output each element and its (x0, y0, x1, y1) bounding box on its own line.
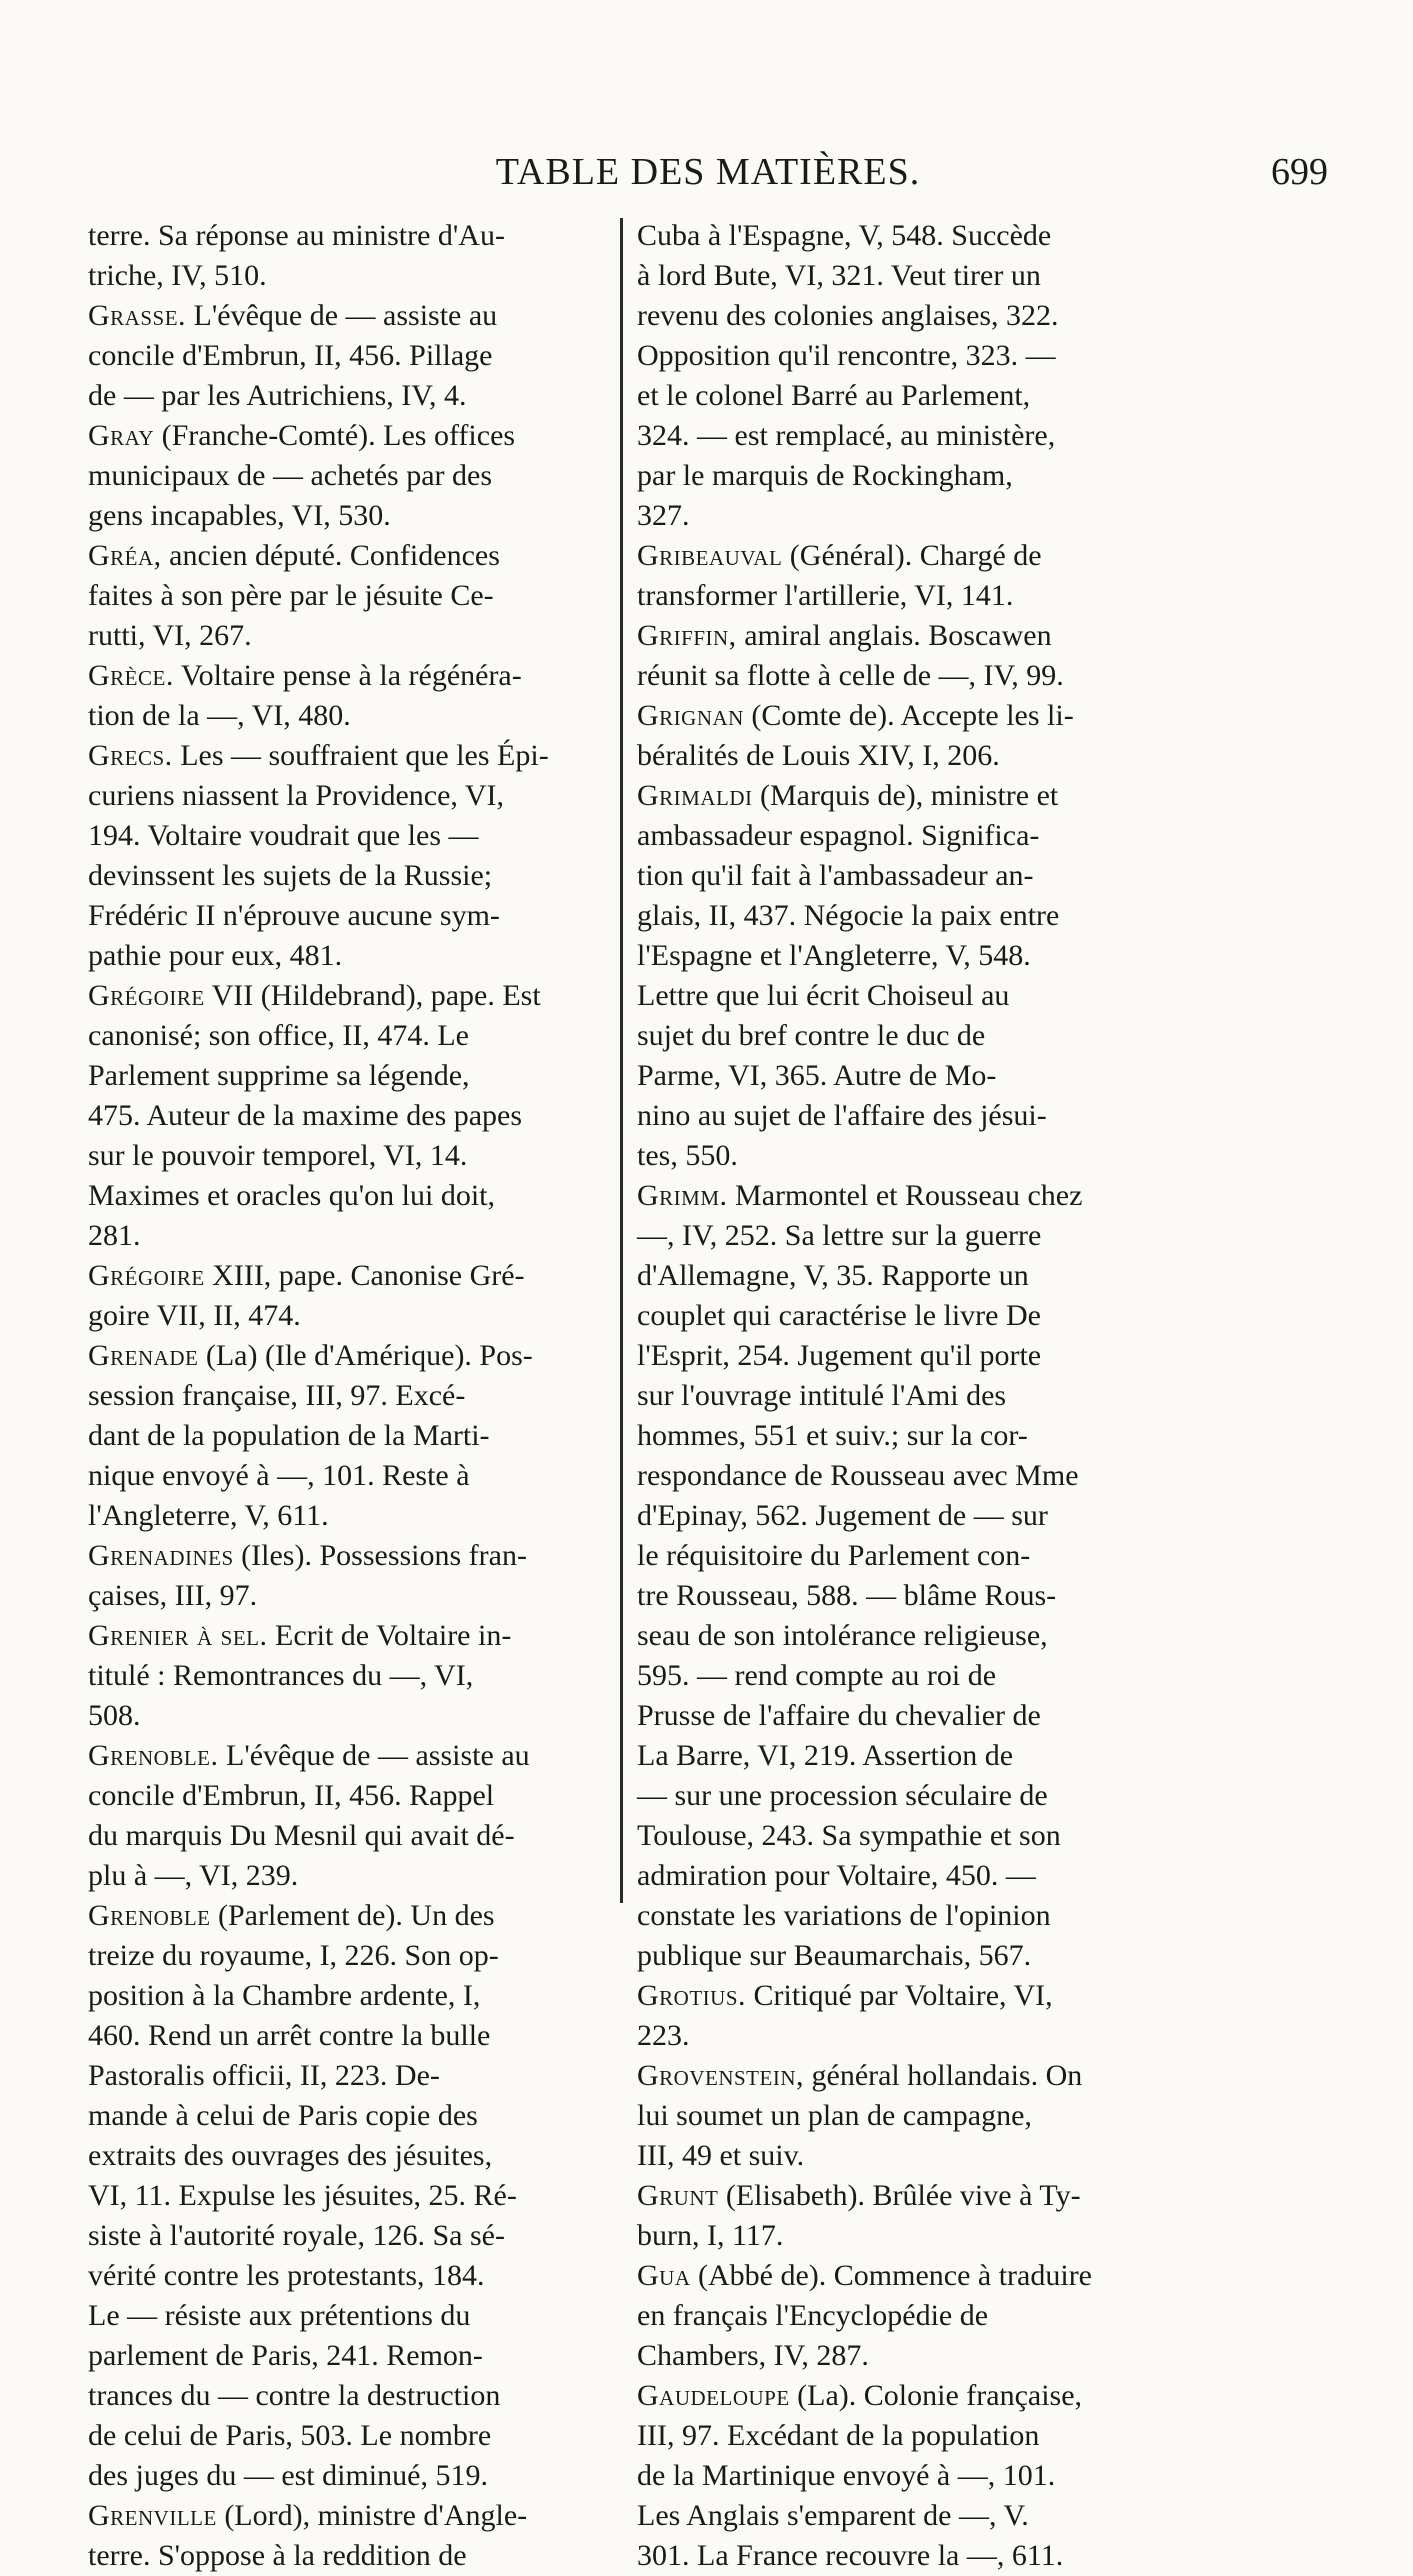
entry-text: 281. (88, 1219, 141, 1252)
entry-line (88, 1496, 608, 1536)
entry-text: (Comte de). Accepte les li- (751, 699, 1074, 732)
entry-text: nino au sujet de l'affaire des jésui- (637, 1099, 1047, 1132)
entry-text: VI, 11. Expulse les jésuites, 25. Ré- (88, 2179, 517, 2212)
entry-text: de la Martinique envoyé à —, 101. (637, 2459, 1056, 2492)
entry-text: faites à son père par le jésuite Ce- (88, 579, 494, 612)
entry-line (637, 896, 1157, 936)
entry-line (88, 296, 608, 336)
entry-line (637, 496, 1157, 536)
entry-line (88, 1816, 608, 1856)
entry-line (88, 656, 608, 696)
index-entry (637, 1976, 1157, 2056)
entry-text: Frédéric II n'éprouve aucune sym- (88, 899, 500, 932)
entry-line (88, 216, 608, 256)
index-entry (88, 536, 608, 656)
entry-text: glais, II, 437. Négocie la paix entre (637, 899, 1060, 932)
entry-line (637, 2136, 1157, 2176)
entry-line (637, 216, 1157, 256)
entry-line (637, 1376, 1157, 1416)
entry-headword: Gaudeloupe (637, 2379, 790, 2412)
entry-line (637, 2176, 1157, 2216)
entry-line (637, 776, 1157, 816)
entry-line (637, 1856, 1157, 1896)
entry-text: (La) (Ile d'Amérique). Pos- (205, 1339, 533, 1372)
entry-text: (Parlement de). Un des (218, 1899, 495, 1932)
entry-line (637, 2536, 1157, 2576)
entry-line (637, 1616, 1157, 1656)
entry-line (88, 1896, 608, 1936)
entry-line (637, 616, 1157, 656)
entry-text: 475. Auteur de la maxime des papes (88, 1099, 523, 1132)
entry-text: vérité contre les protestants, 184. (88, 2259, 485, 2292)
entry-line (88, 1736, 608, 1776)
entry-line (637, 1696, 1157, 1736)
entry-text: le réquisitoire du Parlement con- (637, 1539, 1031, 1572)
entry-line (637, 1936, 1157, 1976)
index-entry (88, 1736, 608, 1896)
entry-line (88, 1856, 608, 1896)
entry-line (637, 1256, 1157, 1296)
entry-line (88, 576, 608, 616)
entry-text: sujet du bref contre le duc de (637, 1019, 986, 1052)
entry-text: VII (Hildebrand), pape. Est (211, 979, 541, 1012)
entry-headword: Grèce. (88, 659, 174, 692)
entry-line (88, 2216, 608, 2256)
index-entry (88, 1256, 608, 1336)
entry-line (88, 2536, 608, 2576)
entry-line (637, 2096, 1157, 2136)
left-column (88, 216, 608, 2576)
entry-text: concile d'Embrun, II, 456. Rappel (88, 1779, 495, 1812)
entry-headword: Grégoire (88, 979, 205, 1012)
entry-text: 324. — est remplacé, au ministère, (637, 419, 1056, 452)
entry-text: Chambers, IV, 287. (637, 2339, 869, 2372)
entry-text: canonisé; son office, II, 474. Le (88, 1019, 469, 1052)
entry-text: çaises, III, 97. (88, 1579, 258, 1612)
entry-line (637, 1136, 1157, 1176)
index-entry (88, 216, 608, 296)
entry-line (637, 1176, 1157, 1216)
entry-headword: Grovenstein, (637, 2059, 804, 2092)
entry-line (637, 2216, 1157, 2256)
entry-line (88, 856, 608, 896)
entry-headword: Griffin, (637, 619, 737, 652)
entry-text: Marmontel et Rousseau chez (735, 1179, 1083, 1212)
entry-text: titulé : Remontrances du —, VI, (88, 1659, 474, 1692)
entry-line (637, 2296, 1157, 2336)
index-entry (88, 296, 608, 416)
entry-line (88, 1296, 608, 1336)
entry-text: Maximes et oracles qu'on lui doit, (88, 1179, 495, 1212)
entry-text: 223. (637, 2019, 690, 2052)
entry-text: admiration pour Voltaire, 450. — (637, 1859, 1036, 1892)
entry-headword: Grasse. (88, 299, 187, 332)
entry-text: Les — souffraient que les Épi- (180, 739, 549, 772)
entry-line (88, 2496, 608, 2536)
entry-line (88, 376, 608, 416)
entry-line (637, 2016, 1157, 2056)
entry-headword: Grenadines (88, 1539, 234, 1572)
entry-line (88, 416, 608, 456)
entry-line (88, 2056, 608, 2096)
entry-line (88, 336, 608, 376)
entry-text: transformer l'artillerie, VI, 141. (637, 579, 1014, 612)
entry-text: d'Allemagne, V, 35. Rapporte un (637, 1259, 1029, 1292)
entry-line (637, 2336, 1157, 2376)
entry-text: 327. (637, 499, 690, 532)
index-entry (637, 2176, 1157, 2256)
entry-line (637, 936, 1157, 976)
entry-headword: Grenville (88, 2499, 217, 2532)
index-entry (637, 776, 1157, 1176)
entry-line (637, 2456, 1157, 2496)
entry-text: du marquis Du Mesnil qui avait dé- (88, 1819, 515, 1852)
entry-text: Prusse de l'affaire du chevalier de (637, 1699, 1041, 1732)
entry-text: tion qu'il fait à l'ambassadeur an- (637, 859, 1034, 892)
entry-line (637, 416, 1157, 456)
entry-line (88, 1136, 608, 1176)
entry-line (637, 456, 1157, 496)
entry-line (88, 616, 608, 656)
entry-line (637, 1016, 1157, 1056)
entry-text: amiral anglais. Boscawen (744, 619, 1052, 652)
entry-headword: Gribeauval (637, 539, 783, 572)
entry-line (88, 2176, 608, 2216)
entry-text: Lettre que lui écrit Choiseul au (637, 979, 1010, 1012)
entry-line (88, 2376, 608, 2416)
entry-text: revenu des colonies anglaises, 322. (637, 299, 1059, 332)
entry-line (88, 536, 608, 576)
entry-text: goire VII, II, 474. (88, 1299, 301, 1332)
page-title: TABLE DES MATIÈRES. (495, 151, 921, 193)
entry-text: terre. Sa réponse au ministre d'Au- (88, 219, 505, 252)
entry-headword: Grimaldi (637, 779, 753, 812)
entry-text: Pastoralis officii, II, 223. De- (88, 2059, 440, 2092)
entry-text: L'évêque de — assiste au (226, 1739, 530, 1772)
entry-text: à lord Bute, VI, 321. Veut tirer un (637, 259, 1041, 292)
entry-text: constate les variations de l'opinion (637, 1899, 1051, 1932)
entry-headword: Grotius. (637, 1979, 747, 2012)
entry-text: (La). Colonie française, (797, 2379, 1083, 2412)
index-entry (637, 2376, 1157, 2576)
entry-line (637, 296, 1157, 336)
entry-line (88, 2256, 608, 2296)
entry-headword: Gua (637, 2259, 691, 2292)
entry-line (88, 1376, 608, 1416)
entry-line (88, 1416, 608, 1456)
entry-line (88, 1936, 608, 1976)
entry-line (637, 856, 1157, 896)
entry-line (88, 2136, 608, 2176)
entry-text: en français l'Encyclopédie de (637, 2299, 989, 2332)
index-entry (88, 1536, 608, 1616)
entry-text: L'évêque de — assiste au (193, 299, 498, 332)
entry-line (637, 1096, 1157, 1136)
entry-line (88, 736, 608, 776)
entry-line (637, 1296, 1157, 1336)
index-entry (88, 736, 608, 976)
entry-line (637, 1896, 1157, 1936)
entry-text: publique sur Beaumarchais, 567. (637, 1939, 1032, 1972)
entry-text: général hollandais. On (811, 2059, 1083, 2092)
entry-text: 301. La France recouvre la —, 611. (637, 2539, 1064, 2572)
entry-headword: Gray (88, 419, 155, 452)
entry-text: Opposition qu'il rencontre, 323. — (637, 339, 1056, 372)
entry-line (637, 376, 1157, 416)
entry-text: (Abbé de). Commence à traduire (698, 2259, 1092, 2292)
running-header (88, 150, 1328, 200)
entry-line (637, 1776, 1157, 1816)
entry-line (88, 1256, 608, 1296)
entry-text: 194. Voltaire voudrait que les — (88, 819, 479, 852)
entry-line (88, 1616, 608, 1656)
entry-headword: Gréa, (88, 539, 162, 572)
entry-line (637, 2376, 1157, 2416)
entry-line (637, 976, 1157, 1016)
entry-line (88, 1336, 608, 1376)
entry-line (88, 816, 608, 856)
entry-text: Voltaire pense à la régénéra- (180, 659, 522, 692)
entry-line (88, 2096, 608, 2136)
entry-text: l'Espagne et l'Angleterre, V, 548. (637, 939, 1031, 972)
index-entry (637, 2256, 1157, 2376)
entry-line (637, 2416, 1157, 2456)
entry-headword: Grecs. (88, 739, 173, 772)
entry-text: plu à —, VI, 239. (88, 1859, 299, 1892)
entry-text: La Barre, VI, 219. Assertion de (637, 1739, 1014, 1772)
index-entry (88, 1336, 608, 1536)
entry-headword: Grenade (88, 1339, 199, 1372)
entry-text: ancien député. Confidences (169, 539, 500, 572)
entry-text: sur le pouvoir temporel, VI, 14. (88, 1139, 468, 1172)
index-entry (637, 2056, 1157, 2176)
entry-line (637, 1576, 1157, 1616)
entry-line (88, 1576, 608, 1616)
right-column (637, 216, 1157, 2576)
index-entry (88, 1616, 608, 1736)
entry-text: Parlement supprime sa légende, (88, 1059, 470, 1092)
entry-line (637, 1216, 1157, 1256)
entry-headword: Grenoble. (88, 1739, 219, 1772)
entry-line (88, 256, 608, 296)
entry-text: treize du royaume, I, 226. Son op- (88, 1939, 499, 1972)
entry-text: Toulouse, 243. Sa sympathie et son (637, 1819, 1061, 1852)
entry-line (637, 1736, 1157, 1776)
entry-line (88, 2456, 608, 2496)
entry-line (88, 896, 608, 936)
entry-line (88, 696, 608, 736)
entry-text: respondance de Rousseau avec Mme (637, 1459, 1079, 1492)
entry-text: et le colonel Barré au Parlement, (637, 379, 1031, 412)
entry-headword: Grimm. (637, 1179, 728, 1212)
entry-text: de celui de Paris, 503. Le nombre (88, 2419, 492, 2452)
entry-text: tre Rousseau, 588. — blâme Rous- (637, 1579, 1057, 1612)
entry-line (637, 1656, 1157, 1696)
entry-line (637, 2056, 1157, 2096)
entry-text: curiens niassent la Providence, VI, (88, 779, 505, 812)
entry-text: (Marquis de), ministre et (760, 779, 1059, 812)
entry-line (637, 1976, 1157, 2016)
entry-text: Ecrit de Voltaire in- (275, 1619, 512, 1652)
entry-line (88, 1776, 608, 1816)
entry-text: de — par les Autrichiens, IV, 4. (88, 379, 467, 412)
entry-line (88, 936, 608, 976)
entry-line (88, 456, 608, 496)
entry-line (637, 1416, 1157, 1456)
index-entry (637, 696, 1157, 776)
entry-text: nique envoyé à —, 101. Reste à (88, 1459, 470, 1492)
entry-line (88, 2416, 608, 2456)
entry-text: (Général). Chargé de (789, 539, 1042, 572)
entry-text: par le marquis de Rockingham, (637, 459, 1013, 492)
entry-line (88, 2296, 608, 2336)
entry-text: extraits des ouvrages des jésuites, (88, 2139, 493, 2172)
entry-text: —, IV, 252. Sa lettre sur la guerre (637, 1219, 1042, 1252)
entry-line (637, 256, 1157, 296)
entry-line (88, 1056, 608, 1096)
entry-text: couplet qui caractérise le livre De (637, 1299, 1041, 1332)
entry-text: ambassadeur espagnol. Significa- (637, 819, 1040, 852)
entry-line (88, 2336, 608, 2376)
entry-text: Parme, VI, 365. Autre de Mo- (637, 1059, 997, 1092)
entry-line (637, 1456, 1157, 1496)
entry-line (637, 2496, 1157, 2536)
entry-text: béralités de Louis XIV, I, 206. (637, 739, 1000, 772)
entry-line (88, 1536, 608, 1576)
entry-text: réunit sa flotte à celle de —, IV, 99. (637, 659, 1064, 692)
entry-line (637, 816, 1157, 856)
entry-text: session française, III, 97. Excé- (88, 1379, 466, 1412)
index-entry (88, 416, 608, 536)
entry-headword: Grignan (637, 699, 744, 732)
entry-line (637, 1056, 1157, 1096)
entry-text: triche, IV, 510. (88, 259, 267, 292)
index-entry (88, 656, 608, 736)
entry-text: Critiqué par Voltaire, VI, (753, 1979, 1053, 2012)
entry-text: (Elisabeth). Brûlée vive à Ty- (725, 2179, 1081, 2212)
entry-text: burn, I, 117. (637, 2219, 784, 2252)
entry-line (88, 1656, 608, 1696)
entry-text: l'Angleterre, V, 611. (88, 1499, 329, 1532)
entry-line (88, 1096, 608, 1136)
entry-headword: Grunt (637, 2179, 719, 2212)
entry-line (88, 1176, 608, 1216)
entry-headword: Grenoble (88, 1899, 211, 1932)
entry-text: parlement de Paris, 241. Remon- (88, 2339, 483, 2372)
entry-text: pathie pour eux, 481. (88, 939, 343, 972)
entry-text: dant de la population de la Marti- (88, 1419, 490, 1452)
index-entry (637, 216, 1157, 536)
entry-text: mande à celui de Paris copie des (88, 2099, 478, 2132)
entry-text: Le — résiste aux prétentions du (88, 2299, 471, 2332)
entry-text: l'Esprit, 254. Jugement qu'il porte (637, 1339, 1042, 1372)
entry-line (88, 1696, 608, 1736)
entry-text: 460. Rend un arrêt contre la bulle (88, 2019, 491, 2052)
entry-line (637, 336, 1157, 376)
entry-text: municipaux de — achetés par des (88, 459, 493, 492)
index-entry (637, 536, 1157, 616)
entry-line (637, 1536, 1157, 1576)
entry-text: gens incapables, VI, 530. (88, 499, 391, 532)
entry-line (637, 2256, 1157, 2296)
entry-line (88, 976, 608, 1016)
entry-text: siste à l'autorité royale, 126. Sa sé- (88, 2219, 505, 2252)
entry-text: rutti, VI, 267. (88, 619, 252, 652)
entry-line (88, 1976, 608, 2016)
entry-line (637, 576, 1157, 616)
entry-text: des juges du — est diminué, 519. (88, 2459, 488, 2492)
index-entry (637, 616, 1157, 696)
entry-text: Les Anglais s'emparent de —, V. (637, 2499, 1029, 2532)
entry-text: hommes, 551 et suiv.; sur la cor- (637, 1419, 1028, 1452)
entry-line (637, 1496, 1157, 1536)
entry-line (88, 1456, 608, 1496)
entry-text: lui soumet un plan de campagne, (637, 2099, 1032, 2132)
entry-text: (Iles). Possessions fran- (241, 1539, 527, 1572)
entry-text: Cuba à l'Espagne, V, 548. Succède (637, 219, 1052, 252)
entry-text: III, 49 et suiv. (637, 2139, 805, 2172)
entry-text: concile d'Embrun, II, 456. Pillage (88, 339, 493, 372)
entry-line (88, 496, 608, 536)
entry-text: sur l'ouvrage intitulé l'Ami des (637, 1379, 1007, 1412)
entry-text: terre. S'oppose à la reddition de (88, 2539, 467, 2572)
entry-line (637, 656, 1157, 696)
entry-line (637, 1816, 1157, 1856)
entry-text: 508. (88, 1699, 141, 1732)
entry-text: III, 97. Excédant de la population (637, 2419, 1040, 2452)
entry-text: (Lord), ministre d'Angle- (224, 2499, 528, 2532)
entry-text: XIII, pape. Canonise Gré- (212, 1259, 525, 1292)
entry-text: trances du — contre la destruction (88, 2379, 501, 2412)
entry-line (637, 536, 1157, 576)
entry-text: 595. — rend compte au roi de (637, 1659, 997, 1692)
index-entry (88, 2496, 608, 2576)
page-number: 699 (1271, 151, 1328, 193)
index-entry (88, 1896, 608, 2496)
entry-line (637, 736, 1157, 776)
entry-line (88, 1016, 608, 1056)
entry-text: tion de la —, VI, 480. (88, 699, 351, 732)
entry-line (88, 1216, 608, 1256)
entry-text: seau de son intolérance religieuse, (637, 1619, 1048, 1652)
index-entry (637, 1176, 1157, 1976)
entry-text: (Franche-Comté). Les offices (161, 419, 516, 452)
entry-text: devinssent les sujets de la Russie; (88, 859, 493, 892)
entry-line (637, 1336, 1157, 1376)
column-divider (620, 218, 623, 1903)
entry-line (637, 696, 1157, 736)
entry-line (88, 2016, 608, 2056)
entry-headword: Grégoire (88, 1259, 205, 1292)
entry-text: position à la Chambre ardente, I, (88, 1979, 481, 2012)
entry-text: d'Epinay, 562. Jugement de — sur (637, 1499, 1048, 1532)
entry-line (88, 776, 608, 816)
entry-text: — sur une procession séculaire de (637, 1779, 1048, 1812)
index-entry (88, 976, 608, 1256)
entry-text: tes, 550. (637, 1139, 738, 1172)
entry-headword: Grenier à sel. (88, 1619, 268, 1652)
